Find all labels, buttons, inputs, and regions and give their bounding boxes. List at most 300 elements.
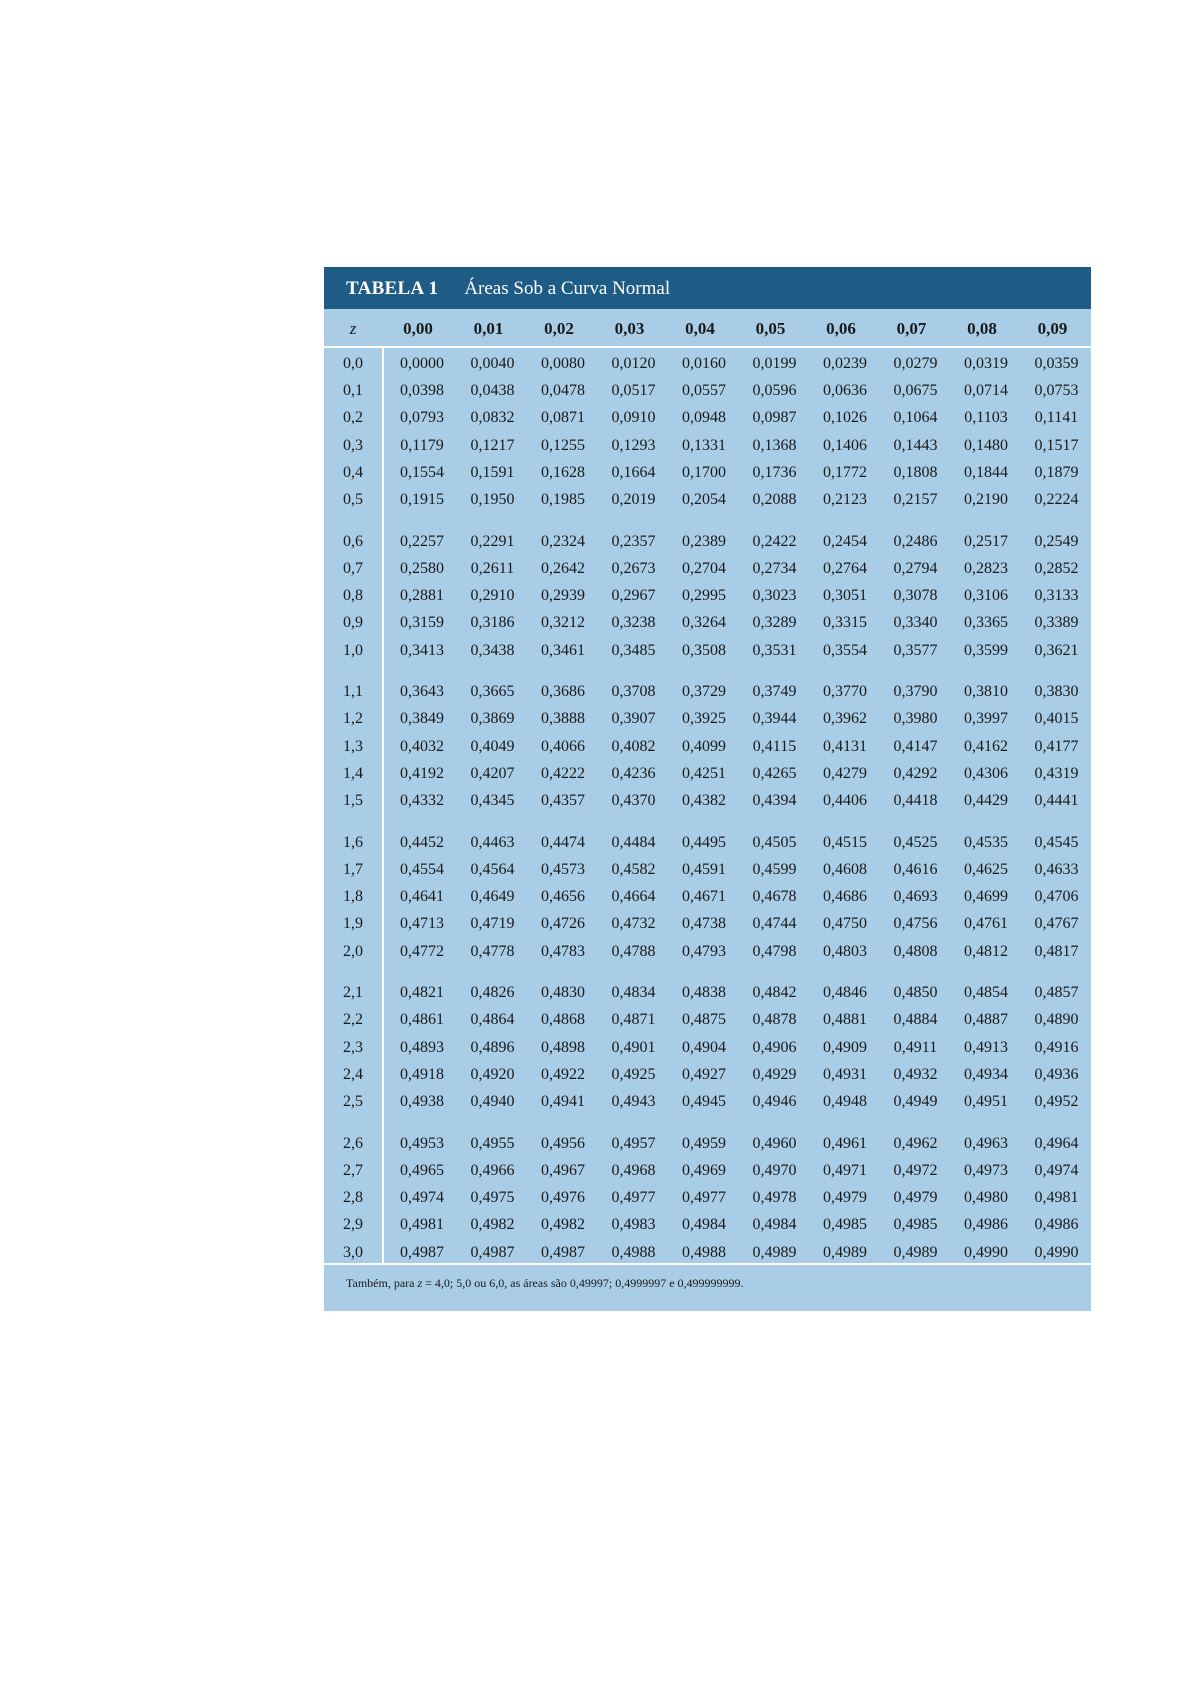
area-value: 0,4875 — [682, 1011, 726, 1029]
area-value: 0,4931 — [823, 1065, 867, 1083]
area-value: 0,4732 — [611, 915, 656, 933]
area-value: 0,4868 — [541, 1011, 585, 1029]
area-value: 0,2939 — [541, 587, 585, 605]
area-value: 0,4817 — [1034, 942, 1079, 960]
table-label: TABELA 1 — [346, 278, 439, 299]
area-value: 0,4192 — [400, 764, 444, 782]
area-value: 0,3365 — [964, 614, 1008, 632]
area-value: 0,4976 — [541, 1189, 585, 1207]
area-value: 0,4591 — [682, 860, 726, 878]
area-value: 0,2580 — [400, 559, 444, 577]
area-value: 0,2088 — [752, 491, 797, 508]
area-value: 0,4982 — [541, 1216, 585, 1234]
area-value: 0,1368 — [752, 436, 797, 454]
area-value: 0,4988 — [682, 1243, 726, 1261]
z-value: 1,1 — [343, 683, 363, 701]
area-value: 0,0714 — [964, 382, 1008, 400]
area-value: 0,4960 — [752, 1134, 797, 1152]
area-value: 0,3413 — [400, 641, 444, 659]
area-value: 0,4625 — [964, 860, 1008, 878]
area-value: 0,0987 — [752, 409, 797, 427]
area-value: 0,0675 — [893, 382, 938, 400]
area-value: 0,4382 — [682, 792, 726, 809]
area-value: 0,4966 — [470, 1161, 515, 1179]
area-value: 0,3665 — [470, 683, 515, 701]
area-value: 0,0279 — [893, 355, 938, 372]
z-value: 2,2 — [343, 1011, 363, 1029]
area-value: 0,1772 — [823, 463, 867, 481]
area-value: 0,4911 — [893, 1038, 938, 1056]
table-row — [324, 1035, 1091, 1061]
table-row — [324, 734, 1091, 760]
z-value: 2,7 — [343, 1161, 363, 1179]
area-value: 0,1141 — [1034, 409, 1079, 427]
area-value: 0,4671 — [682, 888, 726, 906]
table-row — [324, 1131, 1091, 1157]
area-value: 0,4986 — [964, 1216, 1008, 1234]
area-value: 0,4890 — [1034, 1011, 1079, 1029]
area-value: 0,1026 — [823, 409, 867, 427]
area-value: 0,3643 — [400, 683, 444, 701]
area-value: 0,4988 — [611, 1243, 656, 1261]
area-value: 0,4686 — [823, 888, 867, 906]
column-header: 0,08 — [967, 319, 997, 338]
area-value: 0,4936 — [1034, 1065, 1079, 1083]
table-row — [324, 1089, 1091, 1115]
z-value: 1,3 — [343, 737, 363, 755]
area-value: 0,4525 — [893, 833, 938, 851]
table-row — [324, 1212, 1091, 1238]
table-row — [324, 487, 1091, 513]
area-value: 0,4756 — [893, 915, 938, 933]
area-value: 0,0910 — [611, 409, 656, 427]
area-value: 0,4983 — [611, 1216, 656, 1234]
area-value: 0,0398 — [400, 382, 444, 400]
area-value: 0,4989 — [893, 1243, 938, 1261]
area-value: 0,2157 — [893, 491, 938, 508]
area-value: 0,4699 — [964, 888, 1008, 906]
area-value: 0,4906 — [752, 1038, 797, 1056]
area-value: 0,4909 — [823, 1038, 867, 1056]
table-row — [324, 556, 1091, 582]
area-value: 0,4990 — [964, 1243, 1008, 1261]
area-value: 0,1844 — [964, 463, 1008, 481]
area-value: 0,4821 — [400, 984, 444, 1002]
area-value: 0,4564 — [470, 860, 515, 878]
area-value: 0,4987 — [400, 1243, 444, 1261]
area-value: 0,4955 — [470, 1134, 515, 1152]
area-value: 0,0478 — [541, 382, 585, 400]
area-value: 0,4808 — [893, 942, 938, 960]
area-value: 0,4946 — [752, 1093, 797, 1110]
z-value: 1,2 — [343, 710, 363, 728]
area-value: 0,3830 — [1034, 683, 1079, 701]
area-value: 0,4838 — [682, 984, 726, 1002]
area-value: 0,3159 — [400, 614, 444, 632]
area-value: 0,4515 — [823, 833, 867, 851]
area-value: 0,4633 — [1034, 860, 1079, 878]
area-value: 0,4099 — [682, 737, 726, 755]
area-value: 0,4345 — [470, 792, 515, 809]
normal-distribution-table — [324, 267, 1091, 1311]
area-value: 0,2357 — [611, 532, 656, 550]
area-value: 0,2454 — [823, 532, 867, 550]
table-row — [324, 706, 1091, 732]
area-value: 0,3770 — [823, 683, 867, 701]
area-value: 0,4934 — [964, 1065, 1008, 1083]
area-value: 0,1517 — [1034, 436, 1079, 454]
area-value: 0,2224 — [1034, 491, 1079, 508]
area-value: 0,3186 — [470, 614, 515, 632]
area-value: 0,4798 — [752, 942, 797, 960]
area-value: 0,4082 — [611, 737, 656, 755]
area-value: 0,4706 — [1034, 888, 1079, 906]
area-value: 0,4965 — [400, 1161, 444, 1179]
area-value: 0,4783 — [541, 942, 585, 960]
area-value: 0,4943 — [611, 1093, 656, 1110]
z-value: 0,1 — [343, 382, 363, 400]
area-value: 0,4985 — [893, 1216, 938, 1234]
z-value: 2,8 — [343, 1189, 363, 1207]
footnote-divider — [324, 1263, 1091, 1265]
table-row — [324, 830, 1091, 856]
area-value: 0,4015 — [1034, 710, 1079, 728]
table-row — [324, 638, 1091, 664]
area-value: 0,1591 — [470, 463, 515, 481]
area-value: 0,4429 — [964, 792, 1008, 809]
area-value: 0,4778 — [470, 942, 515, 960]
z-value: 2,0 — [343, 942, 363, 960]
area-value: 0,3599 — [964, 641, 1008, 659]
area-value: 0,4969 — [682, 1161, 726, 1179]
area-value: 0,2291 — [470, 532, 515, 550]
area-value: 0,2734 — [752, 559, 797, 577]
area-value: 0,3944 — [752, 710, 797, 728]
area-value: 0,3708 — [611, 683, 656, 701]
area-value: 0,1879 — [1034, 463, 1079, 481]
area-value: 0,1664 — [611, 463, 656, 481]
area-value: 0,4864 — [470, 1011, 515, 1029]
z-value: 1,5 — [343, 792, 363, 809]
area-value: 0,4881 — [823, 1011, 867, 1029]
area-value: 0,3686 — [541, 683, 585, 701]
area-value: 0,4767 — [1034, 915, 1079, 933]
table-row — [324, 761, 1091, 787]
area-value: 0,4974 — [1034, 1161, 1079, 1179]
area-value: 0,0793 — [400, 409, 444, 427]
area-value: 0,4980 — [964, 1189, 1008, 1207]
area-value: 0,0239 — [823, 355, 867, 372]
area-value: 0,0319 — [964, 355, 1008, 372]
area-value: 0,4535 — [964, 833, 1008, 851]
area-value: 0,4265 — [752, 764, 797, 782]
area-value: 0,4981 — [1034, 1189, 1079, 1207]
area-value: 0,0080 — [541, 355, 585, 372]
area-value: 0,4474 — [541, 833, 585, 851]
area-value: 0,4678 — [752, 888, 797, 906]
z-value: 1,0 — [343, 641, 363, 659]
z-value: 2,9 — [343, 1216, 363, 1234]
area-value: 0,4918 — [400, 1065, 444, 1083]
area-value: 0,2422 — [752, 532, 797, 550]
area-value: 0,4989 — [823, 1243, 867, 1261]
area-value: 0,4904 — [682, 1038, 726, 1056]
area-value: 0,0359 — [1034, 355, 1079, 372]
area-value: 0,4406 — [823, 792, 867, 809]
area-value: 0,3962 — [823, 710, 867, 728]
area-value: 0,2642 — [541, 559, 585, 577]
area-value: 0,1217 — [470, 436, 515, 454]
area-value: 0,2794 — [893, 559, 938, 577]
area-value: 0,4357 — [541, 792, 585, 809]
table-row — [324, 911, 1091, 937]
z-value: 0,6 — [343, 532, 363, 550]
z-value: 2,5 — [343, 1093, 363, 1110]
area-value: 0,4505 — [752, 833, 797, 851]
table-title: Áreas Sob a Curva Normal — [464, 278, 671, 299]
area-value: 0,3315 — [823, 614, 867, 632]
table-row — [324, 1240, 1091, 1266]
area-value: 0,4332 — [400, 792, 444, 809]
table-row — [324, 433, 1091, 459]
area-value: 0,2967 — [611, 587, 656, 605]
area-value: 0,3051 — [823, 587, 867, 605]
z-value: 0,2 — [343, 409, 363, 427]
table-row — [324, 405, 1091, 431]
table-row — [324, 1158, 1091, 1184]
area-value: 0,3389 — [1034, 614, 1079, 632]
area-value: 0,3238 — [611, 614, 656, 632]
area-value: 0,4963 — [964, 1134, 1008, 1152]
area-value: 0,2486 — [893, 532, 938, 550]
area-value: 0,1443 — [893, 436, 938, 454]
area-value: 0,1255 — [541, 436, 585, 454]
area-value: 0,4898 — [541, 1038, 585, 1056]
area-value: 0,4893 — [400, 1038, 444, 1056]
area-value: 0,4962 — [893, 1134, 938, 1152]
area-value: 0,1293 — [611, 436, 656, 454]
area-value: 0,4949 — [893, 1093, 938, 1110]
area-value: 0,4901 — [611, 1038, 656, 1056]
area-value: 0,4945 — [682, 1093, 726, 1110]
area-value: 0,1915 — [400, 491, 444, 508]
area-value: 0,0832 — [470, 409, 515, 427]
z-column-header: z — [349, 319, 357, 338]
area-value: 0,1700 — [682, 463, 726, 481]
column-header: 0,03 — [614, 319, 645, 338]
z-value: 3,0 — [343, 1243, 363, 1261]
area-value: 0,3577 — [893, 641, 938, 659]
area-value: 0,4772 — [400, 942, 444, 960]
area-value: 0,4948 — [823, 1093, 867, 1110]
area-value: 0,4793 — [682, 942, 726, 960]
area-value: 0,2190 — [964, 491, 1008, 508]
area-value: 0,1554 — [400, 463, 444, 481]
area-value: 0,4967 — [541, 1161, 585, 1179]
z-value: 0,4 — [343, 463, 363, 481]
area-value: 0,2123 — [823, 491, 867, 508]
area-value: 0,4871 — [611, 1011, 656, 1029]
area-value: 0,2389 — [682, 532, 726, 550]
area-value: 0,3925 — [682, 710, 726, 728]
z-value: 1,4 — [343, 764, 363, 782]
area-value: 0,3849 — [400, 710, 444, 728]
area-value: 0,4982 — [470, 1216, 515, 1234]
table-row — [324, 1062, 1091, 1088]
column-header: 0,07 — [896, 319, 927, 338]
area-value: 0,4979 — [823, 1189, 867, 1207]
area-value: 0,4938 — [400, 1093, 444, 1110]
area-value: 0,1331 — [682, 436, 726, 454]
area-value: 0,3485 — [611, 641, 656, 659]
area-value: 0,1103 — [964, 409, 1008, 427]
area-value: 0,4726 — [541, 915, 585, 933]
area-value: 0,4972 — [893, 1161, 938, 1179]
area-value: 0,0160 — [682, 355, 726, 372]
area-value: 0,4989 — [752, 1243, 797, 1261]
area-value: 0,4370 — [611, 792, 656, 809]
area-value: 0,4932 — [893, 1065, 938, 1083]
area-value: 0,1179 — [400, 436, 444, 454]
area-value: 0,4664 — [611, 888, 656, 906]
area-value: 0,4952 — [1034, 1093, 1079, 1110]
area-value: 0,2257 — [400, 532, 444, 550]
area-value: 0,3621 — [1034, 641, 1079, 659]
area-value: 0,3438 — [470, 641, 515, 659]
area-value: 0,3289 — [752, 614, 797, 632]
area-value: 0,3997 — [964, 710, 1008, 728]
area-value: 0,4985 — [823, 1216, 867, 1234]
area-value: 0,4599 — [752, 860, 797, 878]
table-row — [324, 529, 1091, 555]
area-value: 0,4750 — [823, 915, 867, 933]
area-value: 0,4582 — [611, 860, 656, 878]
table-row — [324, 788, 1091, 814]
area-value: 0,4573 — [541, 860, 585, 878]
area-value: 0,4986 — [1034, 1216, 1079, 1234]
column-header: 0,00 — [403, 319, 433, 338]
area-value: 0,2517 — [964, 532, 1008, 550]
area-value: 0,4656 — [541, 888, 585, 906]
area-value: 0,2549 — [1034, 532, 1079, 550]
area-value: 0,1480 — [964, 436, 1008, 454]
table-row — [324, 857, 1091, 883]
area-value: 0,4292 — [893, 764, 938, 782]
area-value: 0,4984 — [752, 1216, 797, 1234]
area-value: 0,0636 — [823, 382, 867, 400]
area-value: 0,2019 — [611, 491, 656, 508]
area-value: 0,4970 — [752, 1161, 797, 1179]
table-row — [324, 1185, 1091, 1211]
area-value: 0,3729 — [682, 683, 726, 701]
z-value: 0,8 — [343, 587, 363, 605]
area-value: 0,4463 — [470, 833, 515, 851]
area-value: 0,4987 — [470, 1243, 515, 1261]
area-value: 0,4418 — [893, 792, 938, 809]
area-value: 0,3023 — [752, 587, 797, 605]
area-value: 0,3790 — [893, 683, 938, 701]
column-header: 0,02 — [544, 319, 574, 338]
area-value: 0,4744 — [752, 915, 797, 933]
z-value: 2,3 — [343, 1038, 363, 1056]
table-row — [324, 610, 1091, 636]
area-value: 0,4826 — [470, 984, 515, 1002]
footnote-suffix: = 4,0; 5,0 ou 6,0, as áreas são 0,49997; 0,4999997 e 0,499999999. — [422, 1276, 744, 1290]
area-value: 0,3554 — [823, 641, 867, 659]
z-value: 0,5 — [343, 491, 363, 508]
area-value: 0,1628 — [541, 463, 585, 481]
z-value: 1,7 — [343, 860, 363, 878]
area-value: 0,2673 — [611, 559, 656, 577]
area-value: 0,2611 — [470, 559, 515, 577]
area-value: 0,4861 — [400, 1011, 444, 1029]
area-value: 0,3907 — [611, 710, 656, 728]
area-value: 0,4616 — [893, 860, 938, 878]
table-row — [324, 460, 1091, 486]
table-row — [324, 679, 1091, 705]
area-value: 0,4441 — [1034, 792, 1079, 809]
area-value: 0,4115 — [752, 737, 797, 755]
area-value: 0,0438 — [470, 382, 515, 400]
area-value: 0,2995 — [682, 587, 726, 605]
area-value: 0,4222 — [541, 764, 585, 782]
area-value: 0,4394 — [752, 792, 797, 809]
area-value: 0,2823 — [964, 559, 1008, 577]
area-value: 0,4974 — [400, 1189, 444, 1207]
area-value: 0,4941 — [541, 1093, 585, 1110]
area-value: 0,0557 — [682, 382, 726, 400]
area-value: 0,4990 — [1034, 1243, 1079, 1261]
area-value: 0,3531 — [752, 641, 797, 659]
area-value: 0,0753 — [1034, 382, 1079, 400]
area-value: 0,1064 — [893, 409, 938, 427]
area-value: 0,4961 — [823, 1134, 867, 1152]
area-value: 0,4971 — [823, 1161, 867, 1179]
area-value: 0,4959 — [682, 1134, 726, 1152]
area-value: 0,4884 — [893, 1011, 938, 1029]
area-value: 0,4830 — [541, 984, 585, 1002]
area-value: 0,3340 — [893, 614, 938, 632]
area-value: 0,3078 — [893, 587, 938, 605]
area-value: 0,3888 — [541, 710, 585, 728]
area-value: 0,3869 — [470, 710, 515, 728]
area-value: 0,4641 — [400, 888, 444, 906]
area-value: 0,4319 — [1034, 764, 1079, 782]
area-value: 0,4878 — [752, 1011, 797, 1029]
area-value: 0,4977 — [682, 1189, 726, 1207]
area-value: 0,4649 — [470, 888, 515, 906]
area-value: 0,4927 — [682, 1065, 726, 1083]
z-value: 2,4 — [343, 1065, 363, 1083]
area-value: 0,4953 — [400, 1134, 444, 1152]
column-header: 0,01 — [473, 319, 504, 338]
column-header: 0,09 — [1037, 319, 1068, 338]
area-value: 0,4608 — [823, 860, 867, 878]
area-value: 0,4957 — [611, 1134, 656, 1152]
area-value: 0,4693 — [893, 888, 938, 906]
table-row — [324, 583, 1091, 609]
area-value: 0,2764 — [823, 559, 867, 577]
table-row — [324, 884, 1091, 910]
area-value: 0,0120 — [611, 355, 656, 372]
area-value: 0,4279 — [823, 764, 867, 782]
area-value: 0,4857 — [1034, 984, 1079, 1002]
area-value: 0,4979 — [893, 1189, 938, 1207]
area-value: 0,4545 — [1034, 833, 1079, 851]
area-value: 0,4981 — [400, 1216, 444, 1234]
area-value: 0,0871 — [541, 409, 585, 427]
column-header: 0,06 — [826, 319, 856, 338]
